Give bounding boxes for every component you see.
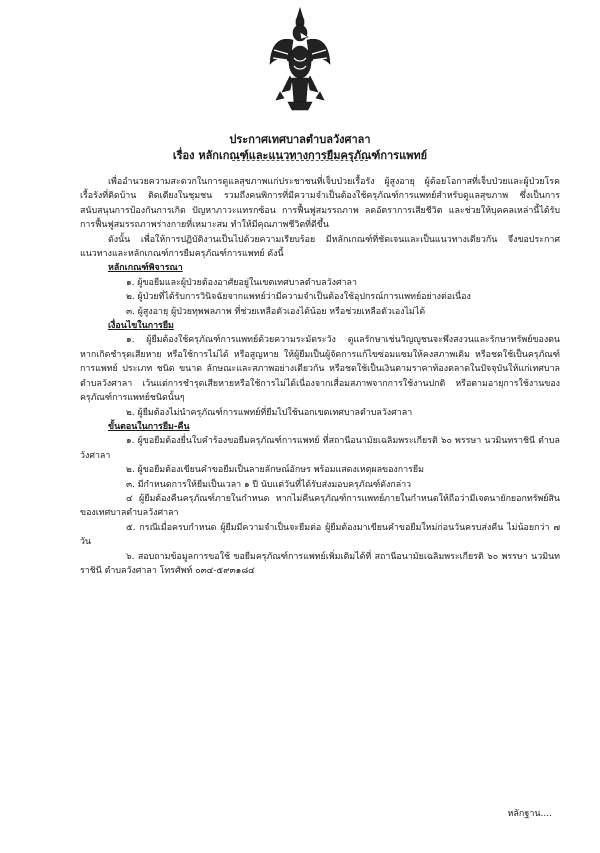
announcement-subject: เรื่อง หลักเกณฑ์และแนวทางการยืมครุภัณฑ์การแพทย์ [172,149,428,162]
continued-marker: หลักฐาน.... [507,809,552,819]
intro-paragraph: ดังนั้น เพื่อให้การปฏิบัติงานเป็นไปด้วยความเรียบร้อย มีหลักเกณฑ์ที่ชัดเจนและเป็นแนวทางเดียวกัน จึงขอประกาศแนวทางและหลักเกณฑ์การยืมครุภัณฑ์การแพทย์ ดังนี้ [80,234,560,260]
garuda-emblem-icon [268,6,332,114]
section-heading-procedure: ขั้นตอนในการยืม-คืน [108,421,190,432]
criteria-item: ๓. ผู้สูงอายุ ผู้ป่วยทุพพลภาพ ที่ช่วยเหลือตัวเองได้น้อย หรือช่วยเหลือตัวเองไม่ได้ [126,306,426,317]
section-heading-criteria: หลักเกณฑ์พิจารณา [108,263,183,274]
procedure-item: ๔ ผู้ยืมต้องคืนครุภัณฑ์ภายในกำหนด หากไม่คืนครุภัณฑ์การแพทย์ภายในกำหนดให้ถือว่ามีเจตนายักยอกทรัพย์สินของเทศบาลตำบลวังศาลา [80,493,560,519]
criteria-item: ๒. ผู้ป่วยที่ได้รับการวินิจฉัยจากแพทย์ว่ามีความจำเป็นต้องใช้อุปกรณ์การแพทย์อย่างต่อเนื่อง [126,292,471,303]
procedure-item: ๒. ผู้ขอยืมต้องเขียนคำขอยืมเป็นลายลักษณ์อักษร พร้อมแสดงเหตุผลของการยืม [126,465,424,476]
announcement-title: ประกาศเทศบาลตำบลวังศาลา [229,133,371,146]
section-heading-conditions: เงื่อนไขในการยืม [108,321,174,332]
procedure-item: ๑. ผู้ขอยืมต้องยื่นใบคำร้องขอยืมครุภัณฑ์การแพทย์ ที่สถานีอนามัยเฉลิมพระเกียรติ ๖๐ พรรษา นวมินทราชินี ตำบลวังศาลา [80,436,560,461]
condition-item: ๑. ผู้ยืมต้องใช้ครุภัณฑ์การแพทย์ด้วยความระมัดระวัง ดูแลรักษาเช่นวิญญูชนจะพึงสงวนและรักษาทรัพย์ของตน หากเกิดชำรุดเสียหาย หรือใช้การไม่ได้ หรือสูญหาย ให้ผู้ยืมเป็นผู้จัดการแก้ไขซ่อมแซมให้คงสภาพเดิม หรือชดใช้เป็นครุภัณฑ์การแพทย์ ประเภท ชนิด ขนาด ลักษณะและสภาพอย่างเดียวกัน หรือชดใช้เป็นเงินตามราคาท้องตลาดในปัจจุบันให้แก่เทศบาลตำบลวังศาลา เว้นแต่การชำรุดเสียหายหรือใช้การไม่ได้เนื่องจากเสื่อมสภาพจากการใช้งานปกติ หรือตามอายุการใช้งานของครุภัณฑ์การแพทย์ชนิดนั้นๆ [80,335,560,404]
intro-paragraph: เพื่ออำนวยความสะดวกในการดูแลสุขภาพแก่ประชาชนที่เจ็บป่วยเรื้อรัง ผู้สูงอายุ ผู้ด้อยโอกาสที่เจ็บป่วยและผู้ป่วยโรคเรื้อรังที่ติดบ้าน ติดเตียงในชุมชน รวมถึงคนพิการที่มีความจำเป็นต้องใช้ครุภัณฑ์การแพทย์สำหรับดูแลสุขภาพ ซึ่งเป็นการสนับสนุนการป้องกันการเกิด ปัญหาภาวะแทรกซ้อน การฟื้นฟูสมรรถภาพ ลดอัตราการเสียชีวิต และช่วยให้บุคคลเหล่านี้ได้รับการฟื้นฟูสมรรถภาพร่างกายที่เหมาะสม ทำให้มีคุณภาพชีวิตที่ดีขึ้น [80,177,560,231]
title-divider [232,160,368,161]
procedure-item: ๖. สอบถามข้อมูลการขอใช้ ขอยืมครุภัณฑ์การแพทย์เพิ่มเติมได้ที่ สถานีอนามัยเฉลิมพระเกียรติ ๖๐ พรรษา นวมินทราชินี ตำบลวังศาลา โทรศัพท์ ๐๓๔-๕๙๓๑๘๔ [80,551,560,576]
criteria-item: ๑. ผู้ขอยืมและผู้ป่วยต้องอาศัยอยู่ในเขตเทศบาลตำบลวังศาลา [126,277,357,288]
procedure-item: ๓. มีกำหนดการให้ยืมเป็นเวลา ๑ ปี นับแต่วันที่ได้รับส่งมอบครุภัณฑ์ดังกล่าว [126,479,412,490]
condition-item: ๒. ผู้ยืมต้องไม่นำครุภัณฑ์การแพทย์ที่ยืมไปใช้นอกเขตเทศบาลตำบลวังศาลา [126,407,413,418]
announcement-body [80,175,560,578]
procedure-item: ๕. กรณีเมื่อครบกำหนด ผู้ยืมมีความจำเป็นจะยืมต่อ ผู้ยืมต้องมาเขียนคำขอยืมใหม่ก่อนวันครบส่งคืน ไม่น้อยกว่า ๗ วัน [80,522,560,548]
